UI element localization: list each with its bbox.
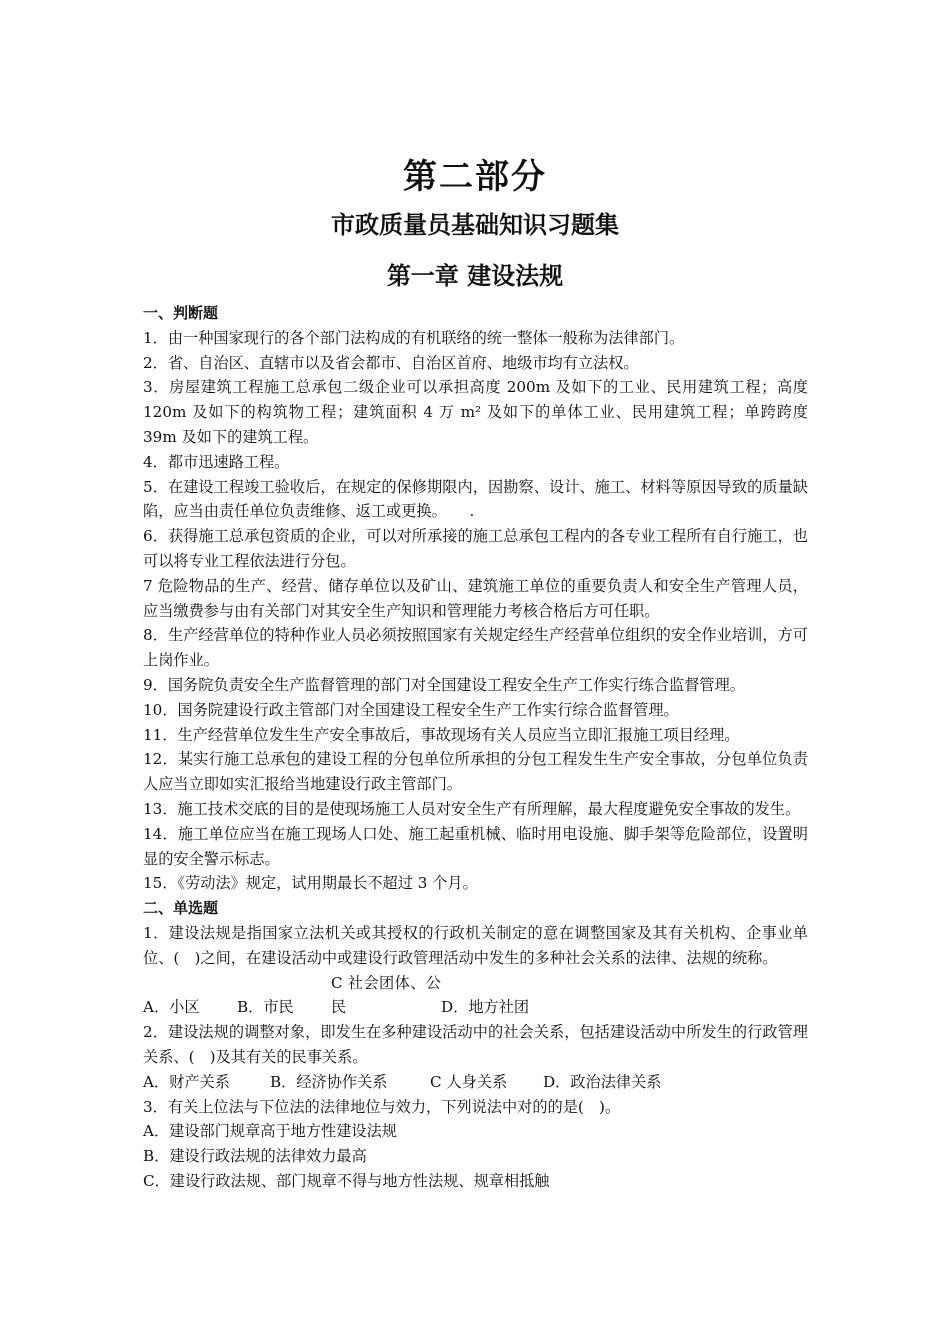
question-line: 5．在建设工程竣工验收后，在规定的保修期限内，因勘察、设计、施工、材料等原因导致的质量缺陷，应当由责任单位负责维修、返工或更换。 . — [143, 477, 808, 521]
question-stem: 1．建设法规是指国家立法机关或其授权的行政机关制定的意在调整国家及其有关机构、企事业单位、( )之间，在建设活动中或建设行政管理活动中发生的多种社会关系的法律、法规的统称。 — [143, 923, 808, 967]
section-heading-single-choice: 二、单选题 — [143, 899, 219, 918]
question-line: 4．都市迅速路工程。 — [143, 452, 290, 471]
question-line: 15．《劳动法》规定，试用期最长不超过 3 个月。 — [143, 874, 478, 893]
question-line: 13．施工技术交底的目的是使现场施工人员对安全生产有所理解，最大程度避免安全事故的发生。 — [143, 799, 801, 818]
question-line: 12．某实行施工总承包的建设工程的分包单位所承担的分包工程发生生产安全事故，分包单位负责人应当立即如实汇报给当地建设行政主管部门。 — [143, 750, 808, 794]
option-b: B．经济协作关系 — [270, 1072, 388, 1091]
option-b: B．市民 — [237, 998, 294, 1017]
question-line: 2．省、自治区、直辖市以及省会都市、自治区首府、地级市均有立法权。 — [143, 353, 639, 372]
question-line: 7 危险物品的生产、经营、储存单位以及矿山、建筑施工单位的重要负责人和安全生产管理人员，应当缴费参与由有关部门对其安全生产知识和管理能力考核合格后方可任职。 — [143, 576, 808, 620]
option-row — [143, 971, 808, 1021]
document-body — [143, 301, 808, 1194]
question-line: 6．获得施工总承包资质的企业，可以对所承接的施工总承包工程内的各专业工程所有自行施工，也可以将专业工程依法进行分包。 — [143, 527, 808, 570]
question-line: 11．生产经营单位发生生产安全事故后，事故现场有关人员应当立即汇报施工项目经理。 — [143, 725, 740, 744]
option-b: B．建设行政法规的法律效力最高 — [143, 1147, 367, 1166]
option-a: A．小区 — [143, 998, 200, 1017]
option-d: D．政治法律关系 — [543, 1072, 662, 1091]
section-heading-true-false: 一、判断题 — [143, 304, 219, 322]
part-title: 第二部分 — [403, 157, 547, 197]
question-line: 1．由一种国家现行的各个部门法构成的有机联络的统一整体一般称为法律部门。 — [143, 328, 685, 347]
question-line: 3．房屋建筑工程施工总承包二级企业可以承担高度 200m 及如下的工业、民用建筑工程；高度 120m 及如下的构筑物工程；建筑面积 4 万 m² 及如下的单体工业、民用建筑工程；单跨跨度 39m 及如下的建筑工程。 — [143, 378, 808, 446]
option-row — [143, 1070, 808, 1095]
option-d: D．地方社团 — [441, 998, 530, 1017]
option-c: C 社会团体、公民 — [331, 973, 441, 1017]
question-line: 10．国务院建设行政主管部门对全国建设工程安全生产工作实行综合监督管理。 — [143, 700, 679, 719]
book-title: 市政质量员基础知识习题集 — [331, 210, 619, 239]
question-stem: 3．有关上位法与下位法的法律地位与效力，下列说法中对的的是( )。 — [143, 1097, 621, 1116]
question-line: 9．国务院负责安全生产监督管理的部门对全国建设工程安全生产工作实行练合监督管理。 — [143, 675, 745, 694]
question-line: 8．生产经营单位的特种作业人员必须按照国家有关规定经生产经营单位组织的安全作业培训，方可上岗作业。 — [143, 626, 808, 670]
option-a: A．财产关系 — [143, 1072, 230, 1091]
option-c: C 人身关系 — [430, 1072, 508, 1091]
question-line: 14．施工单位应当在施工现场人口处、施工起重机械、临时用电设施、脚手架等危险部位，设置明显的安全警示标志。 — [143, 824, 808, 868]
option-a: A．建设部门规章高于地方性建设法规 — [143, 1122, 397, 1141]
option-c: C．建设行政法规、部门规章不得与地方性法规、规章相抵触 — [143, 1171, 550, 1190]
question-stem: 2．建设法规的调整对象，即发生在多种建设活动中的社会关系，包括建设活动中所发生的行政管理关系、( )及其有关的民事关系。 — [143, 1023, 808, 1066]
chapter-title: 第一章 建设法规 — [386, 261, 564, 290]
